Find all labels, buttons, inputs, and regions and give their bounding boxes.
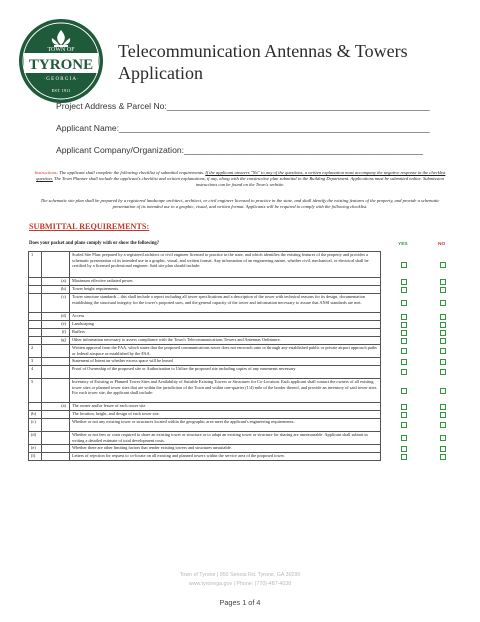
- yes-checkbox[interactable]: [401, 412, 407, 418]
- no-checkbox[interactable]: [440, 322, 446, 328]
- applicant-name-field[interactable]: Applicant Name:_________________________________________________________________: [56, 123, 430, 133]
- requirement-subletter: [42, 366, 70, 379]
- requirement-row: [29, 337, 381, 345]
- requirement-number: [29, 329, 42, 337]
- requirement-subletter: (a): [42, 403, 70, 411]
- requirement-number: 1: [29, 252, 42, 278]
- requirement-subletter: (f): [42, 329, 70, 337]
- requirement-number: 3: [29, 358, 42, 366]
- requirement-text: Statement of Intent on whether excess space will be leased: [70, 358, 381, 366]
- requirement-row: [29, 358, 381, 366]
- logo-town-name: TYRONE: [28, 57, 94, 73]
- submittal-requirements-heading: SUBMITTAL REQUIREMENTS:: [29, 222, 150, 231]
- no-checkbox[interactable]: [440, 369, 446, 375]
- no-checkbox[interactable]: [440, 422, 446, 428]
- title-line-2: Application: [118, 63, 203, 83]
- no-checkbox[interactable]: [440, 404, 446, 410]
- requirement-subletter: [42, 419, 70, 432]
- requirement-number: [29, 403, 42, 411]
- no-checkbox[interactable]: [440, 279, 446, 285]
- requirement-text: Whether there are other limiting factors that render existing towers and structures unsuitable.: [70, 445, 381, 453]
- requirement-text: Proof of Ownership of the proposed site or Authorization to Utilize the proposed site including copies of any easements necessary: [70, 366, 381, 379]
- requirement-text: Tower structure standards – this shall include a report including all tower specifications and a description of the tower with technical reasons for its design, documentation establishing the structural integrity for the tower's proposed uses, and the general capacity of the tower and information necessary to assure that ANSI standards are met.: [70, 294, 381, 313]
- requirements-table: [28, 251, 381, 461]
- requirement-text: Written approval from the FAA, which states that the proposed communications tower does not encroach onto or through any established public or private airport approach paths or federal airspace as established by the FAA.: [70, 345, 381, 358]
- requirement-row: [29, 313, 381, 321]
- applicant-company-field[interactable]: Applicant Company/Organization:__________________________________________________: [56, 145, 423, 155]
- title-line-1: Telecommunication Antennas & Towers: [118, 41, 408, 61]
- yes-checkbox[interactable]: [401, 322, 407, 328]
- no-checkbox[interactable]: [440, 359, 446, 365]
- requirement-subletter: [42, 432, 70, 445]
- requirement-number: (d): [29, 432, 42, 445]
- requirement-row: [29, 329, 381, 337]
- yes-checkbox[interactable]: [401, 404, 407, 410]
- yes-checkbox[interactable]: [401, 338, 407, 344]
- requirement-number: [29, 286, 42, 294]
- yes-checkbox[interactable]: [401, 287, 407, 293]
- requirement-row: [29, 453, 381, 461]
- requirement-number: [29, 337, 42, 345]
- no-checkbox[interactable]: [440, 454, 446, 460]
- requirement-subletter: [42, 445, 70, 453]
- footer-contact: www.tyronega.gov | Phone: (770)-487-4038: [188, 581, 292, 587]
- requirement-row: [29, 286, 381, 294]
- requirement-text: Access: [70, 313, 381, 321]
- requirement-number: [29, 313, 42, 321]
- schematic-note: The schematic site plan shall be prepared by a registered landscape architect, architect, or civil engineer licensed to practice in the state, and shall identify the existing features of the property, and provide a schematic presentation of its intended use in a graphic, visual, and written format. Applicants will be required to comply with the following checklist.: [40, 198, 440, 210]
- instructions-lead: Instructions:: [34, 170, 59, 175]
- requirement-row: [29, 294, 381, 313]
- requirement-number: (e): [29, 445, 42, 453]
- requirement-number: 2: [29, 345, 42, 358]
- yes-checkbox[interactable]: [401, 454, 407, 460]
- no-checkbox[interactable]: [440, 262, 446, 268]
- requirement-subletter: [42, 453, 70, 461]
- requirement-number: (f): [29, 453, 42, 461]
- requirement-subletter: (e): [42, 321, 70, 329]
- no-checkbox[interactable]: [440, 435, 446, 441]
- requirement-text: Scaled Site Plan: prepared by a registered architect or civil engineer licensed to practice in the state, and which identifies the existing features of the property and provides a schematic presentation of its intended use in a graphic, visual, and written format. Any information of an engineering nature, whether civil, mechanical, or electrical shall be certified by a licensed professional engineer. Said site plan should include:: [70, 252, 381, 278]
- logo-state: · G E O R G I A ·: [43, 77, 79, 82]
- requirement-text: Tower height requirements.: [70, 286, 381, 294]
- requirement-subletter: (c): [42, 294, 70, 313]
- page-title: [118, 40, 468, 84]
- requirement-text: Landscaping: [70, 321, 381, 329]
- no-checkbox[interactable]: [440, 287, 446, 293]
- instructions-paragraph: [30, 170, 450, 189]
- yes-column-label: YES: [398, 242, 408, 247]
- requirement-row: [29, 321, 381, 329]
- requirement-row: [29, 419, 381, 432]
- requirement-number: [29, 278, 42, 286]
- requirement-number: (c): [29, 419, 42, 432]
- yes-checkbox[interactable]: [401, 369, 407, 375]
- instructions-part1: The applicant shall complete the following checklist of submittal requirements.: [58, 170, 206, 175]
- requirement-subletter: [42, 252, 70, 278]
- requirement-row: [29, 379, 381, 403]
- requirement-row: [29, 345, 381, 358]
- logo-town-label: TOWN OF: [47, 47, 75, 53]
- instructions-underlined: If the applicant answers "No" to any of the questions, a written explanation must accompany the negative response in the checklist question.: [36, 170, 446, 182]
- no-checkbox[interactable]: [440, 314, 446, 320]
- requirement-subletter: [42, 345, 70, 358]
- no-column-label: NO: [438, 242, 446, 247]
- requirement-row: [29, 432, 381, 445]
- requirement-subletter: (a): [42, 278, 70, 286]
- town-of-tyrone-logo: [18, 18, 104, 104]
- requirement-text: Whether or not any existing tower or structures located within the geographic area meet the applicant's engineering requirements.: [70, 419, 381, 432]
- no-checkbox[interactable]: [440, 300, 446, 306]
- no-checkbox[interactable]: [440, 412, 446, 418]
- yes-checkbox[interactable]: [401, 422, 407, 428]
- requirement-number: 4: [29, 366, 42, 379]
- page-number: Pages 1 of 4: [219, 598, 261, 607]
- yes-checkbox[interactable]: [401, 314, 407, 320]
- requirement-text: The owner and/or lessee of each tower site: [70, 403, 381, 411]
- requirement-subletter: (g): [42, 337, 70, 345]
- requirement-text: Maximum effective radiated power.: [70, 278, 381, 286]
- yes-checkbox[interactable]: [401, 359, 407, 365]
- yes-checkbox[interactable]: [401, 330, 407, 336]
- no-checkbox[interactable]: [440, 446, 446, 452]
- yes-checkbox[interactable]: [401, 435, 407, 441]
- no-checkbox[interactable]: [440, 388, 446, 394]
- requirement-number: 5: [29, 379, 42, 403]
- footer-address: Town of Tyrone | 950 Senoia Rd. Tyrone, GA 30290: [179, 572, 301, 578]
- yes-checkbox[interactable]: [401, 279, 407, 285]
- requirement-row: [29, 278, 381, 286]
- no-checkbox[interactable]: [440, 348, 446, 354]
- yes-checkbox[interactable]: [401, 446, 407, 452]
- requirement-subletter: (d): [42, 313, 70, 321]
- requirement-text: Inventory of Existing or Planned Tower Sites and Availability of Suitable Existing Towers or Structures for Co-Location. Each applicant shall contact the owners of all existing tower sites or planned tower sites that are within the jurisdiction of the Town and within one-quarter (1/4) mile of the border thereof, and provide an inventory of said tower sites. For each tower site, the applicant shall include:: [70, 379, 381, 403]
- requirement-subletter: (b): [42, 286, 70, 294]
- requirement-text: Buffers: [70, 329, 381, 337]
- requirement-text: Other information necessary to assess compliance with the Town's Telecommunications Towers and Antennas Ordinance.: [70, 337, 381, 345]
- instructions-part2: The Town Planner shall include the applicant's checklist and written explanations, if any, along with the constructive plan submittal to the Building Department. Applications must be submitted online. Submission instructions can be found on the Town's website.: [52, 176, 444, 188]
- requirement-text: Whether or not fees or costs required to share an existing tower or structure or to adapt an existing tower or structure for sharing are unreasonable. Applicant shall submit in writing a detailed estimate of total development costs.: [70, 432, 381, 445]
- logo-established: EST. 1911: [51, 88, 71, 93]
- no-checkbox[interactable]: [440, 338, 446, 344]
- yes-checkbox[interactable]: [401, 262, 407, 268]
- requirement-subletter: [42, 358, 70, 366]
- requirement-row: [29, 445, 381, 453]
- requirement-row: [29, 252, 381, 278]
- no-checkbox[interactable]: [440, 330, 446, 336]
- yes-checkbox[interactable]: [401, 348, 407, 354]
- requirement-text: The location, height, and design of each tower site.: [70, 411, 381, 419]
- requirement-row: [29, 366, 381, 379]
- requirement-number: [29, 294, 42, 313]
- requirement-number: [29, 321, 42, 329]
- compliance-question: Does your packet and plans comply with or show the following?: [29, 241, 160, 246]
- requirement-number: (b): [29, 411, 42, 419]
- yes-checkbox[interactable]: [401, 388, 407, 394]
- yes-checkbox[interactable]: [401, 300, 407, 306]
- requirement-row: [29, 403, 381, 411]
- requirement-subletter: [42, 379, 70, 403]
- requirement-subletter: [42, 411, 70, 419]
- requirement-text: Letters of rejection for request to co-locate on all existing and planned towers within the service area of the proposed tower.: [70, 453, 381, 461]
- project-address-field[interactable]: Project Address & Parcel No:_______________________________________________________: [56, 101, 430, 111]
- requirement-row: [29, 411, 381, 419]
